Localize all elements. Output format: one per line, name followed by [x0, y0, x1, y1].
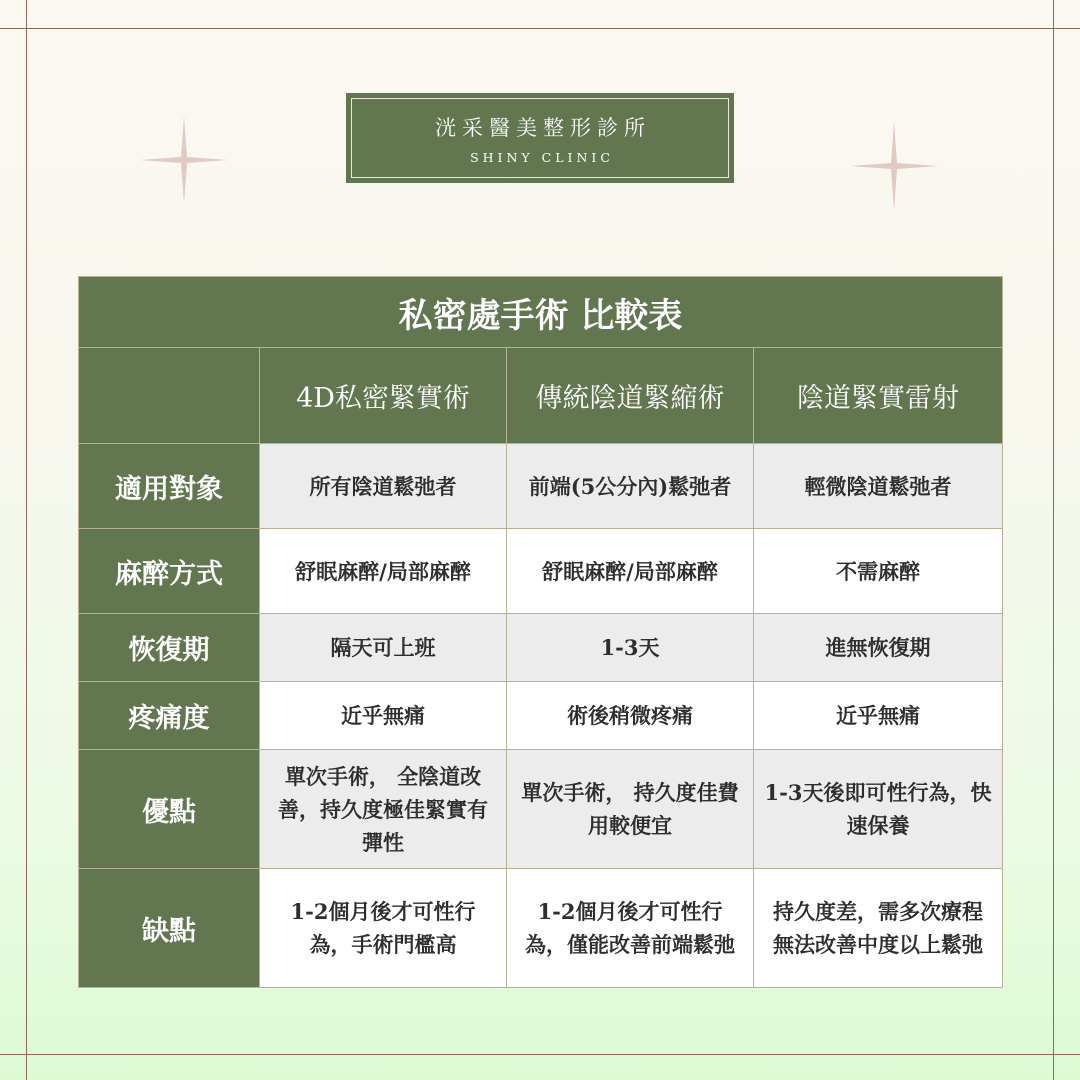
table-cell: 不需麻醉: [754, 529, 1003, 614]
header-laser-tightening: 陰道緊實雷射: [754, 348, 1003, 444]
clinic-name-chinese: 洸采醫美整形診所: [435, 115, 651, 140]
row-label-suitable: 適用對象: [79, 444, 260, 529]
row-label-pain: 疼痛度: [79, 682, 260, 750]
table-row: [79, 682, 1003, 750]
header-corner: [79, 348, 260, 444]
table-row: [79, 869, 1003, 988]
row-label-advantages: 優點: [79, 750, 260, 869]
table-cell: 前端(5公分內)鬆弛者: [507, 444, 754, 529]
table-cell: 舒眠麻醉/局部麻醉: [260, 529, 507, 614]
table-cell: 隔天可上班: [260, 614, 507, 682]
sparkle-star-icon: [848, 120, 940, 212]
table-cell: 輕微陰道鬆弛者: [754, 444, 1003, 529]
table-cell: 舒眠麻醉/局部麻醉: [507, 529, 754, 614]
frame-line-top: [0, 28, 1080, 29]
frame-line-right: [1053, 0, 1054, 1080]
table-title: 私密處手術 比較表: [79, 277, 1003, 348]
table-cell: 1-2個月後才可性行為，僅能改善前端鬆弛: [507, 869, 754, 988]
table-row: [79, 444, 1003, 529]
frame-line-left: [26, 0, 27, 1080]
table-cell: 近乎無痛: [754, 682, 1003, 750]
table-row: [79, 529, 1003, 614]
table-cell: 1-2個月後才可性行為，手術門檻高: [260, 869, 507, 988]
table-row: [79, 614, 1003, 682]
row-label-disadvantages: 缺點: [79, 869, 260, 988]
clinic-name-english: SHINY CLINIC: [470, 149, 614, 165]
table-header-row: [79, 348, 1003, 444]
header-traditional-tightening: 傳統陰道緊縮術: [507, 348, 754, 444]
row-label-anesthesia: 麻醉方式: [79, 529, 260, 614]
sparkle-star-icon: [138, 114, 230, 206]
table-cell: 術後稍微疼痛: [507, 682, 754, 750]
comparison-table: [78, 276, 1003, 988]
row-label-recovery: 恢復期: [79, 614, 260, 682]
table-cell: 進無恢復期: [754, 614, 1003, 682]
clinic-logo-frame: [351, 98, 729, 178]
table-row: [79, 750, 1003, 869]
table-cell: 1-3天: [507, 614, 754, 682]
clinic-logo: [346, 93, 734, 183]
header-4d-tightening: 4D私密緊實術: [260, 348, 507, 444]
table-cell: 所有陰道鬆弛者: [260, 444, 507, 529]
frame-line-bottom: [0, 1054, 1080, 1055]
table-cell: 單次手術， 持久度佳費用較便宜: [507, 750, 754, 869]
table-title-row: [79, 277, 1003, 348]
table-cell: 單次手術， 全陰道改善，持久度極佳緊實有彈性: [260, 750, 507, 869]
table-cell: 1-3天後即可性行為，快速保養: [754, 750, 1003, 869]
table-cell: 近乎無痛: [260, 682, 507, 750]
table-cell: 持久度差，需多次療程無法改善中度以上鬆弛: [754, 869, 1003, 988]
